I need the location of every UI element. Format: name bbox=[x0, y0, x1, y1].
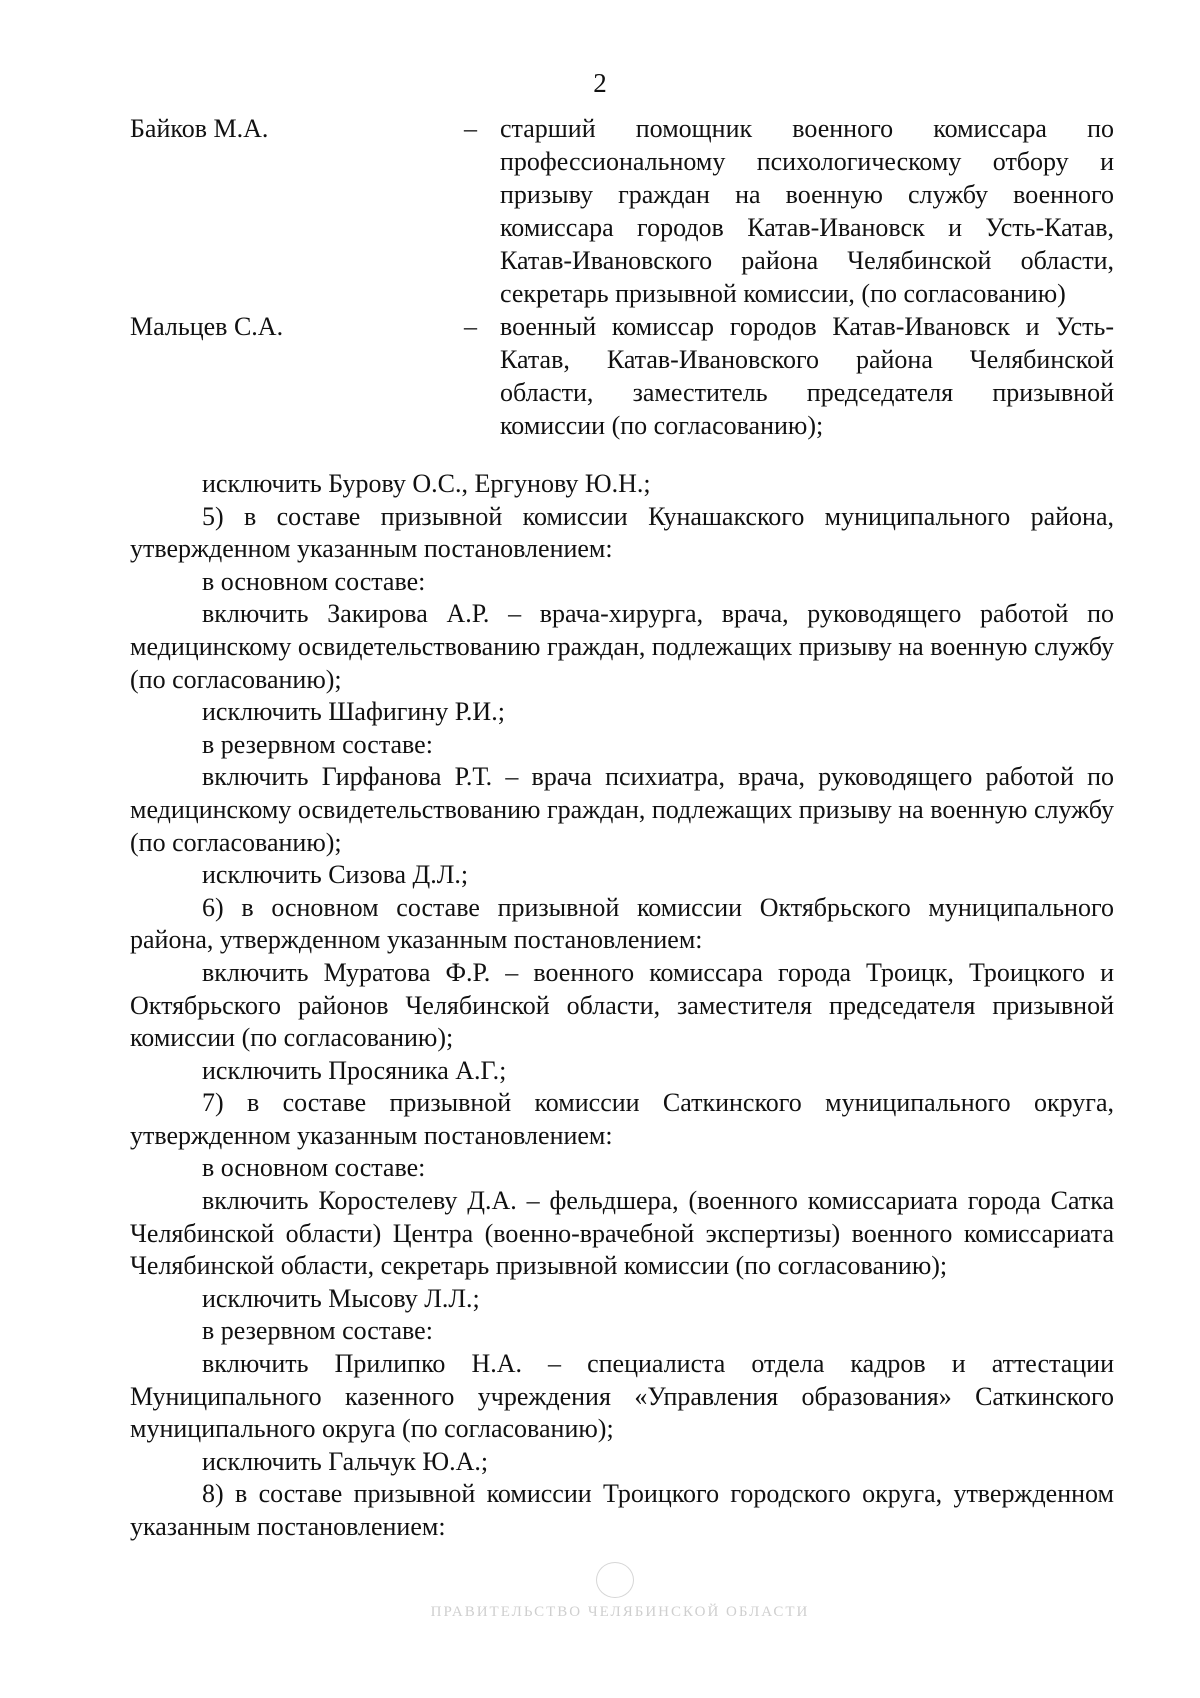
paragraph: 7) в составе призывной комиссии Саткинского муниципального округа, утвержденном указанным постановлением: bbox=[130, 1088, 1114, 1150]
paragraph: 5) в составе призывной комиссии Кунашакского муниципального района, утвержденном указанным постановлением: bbox=[130, 501, 1114, 564]
paragraph: включить Коростелеву Д.А. – фельдшера, (военного комиссариата города Сатка Челябинской области) Центра (военно-врачебной экспертизы) военного комиссариата Челябинской области, секретарь призывной комиссии (по согласованию); bbox=[130, 1186, 1114, 1281]
member-name: Мальцев С.А. bbox=[130, 312, 284, 341]
member-entry bbox=[130, 310, 1114, 442]
member-list bbox=[130, 112, 1114, 442]
paragraph: в основном составе: bbox=[202, 1153, 426, 1183]
paragraph: исключить Гальчук Ю.А.; bbox=[202, 1446, 489, 1476]
paragraph: 6) в основном составе призывной комиссии Октябрьского муниципального района, утвержденном указанным постановлением: bbox=[130, 892, 1114, 955]
paragraph: в резервном составе: bbox=[202, 1316, 433, 1346]
page-number: 2 bbox=[593, 68, 607, 98]
paragraph: исключить Мысову Л.Л.; bbox=[202, 1283, 480, 1313]
paragraph: исключить Шафигину Р.И.; bbox=[202, 697, 505, 727]
paragraph: включить Прилипко Н.А. – специалиста отдела кадров и аттестации Муниципального казенного учреждения «Управления образования» Саткинского муниципального округа (по согласованию); bbox=[130, 1349, 1114, 1444]
member-dash: – bbox=[464, 312, 477, 341]
paragraph: исключить Просяника А.Г.; bbox=[202, 1055, 507, 1085]
paragraph: включить Муратова Ф.Р. – военного комиссара города Троицк, Троицкого и Октябрьского районов Челябинской области, заместителя председателя призывной комиссии (по согласованию); bbox=[130, 957, 1114, 1053]
member-entry bbox=[130, 112, 1114, 310]
stamp-text: ПРАВИТЕЛЬСТВО ЧЕЛЯБИНСКОЙ ОБЛАСТИ bbox=[430, 1604, 810, 1620]
paragraph: включить Закирова А.Р. – врача-хирурга, врача, руководящего работой по медицинскому освидетельствованию граждан, подлежащих призыву на военную службу (по согласованию); bbox=[130, 599, 1114, 694]
paragraph: в основном составе: bbox=[202, 566, 426, 596]
paragraph: 8) в составе призывной комиссии Троицкого городского округа, утвержденном указанным постановлением: bbox=[130, 1479, 1114, 1541]
member-name: Байков М.А. bbox=[130, 114, 269, 143]
paragraph: исключить Бурову О.С., Ергунову Ю.Н.; bbox=[202, 469, 651, 498]
document-body bbox=[130, 468, 1114, 1544]
paragraph: включить Гирфанова Р.Т. – врача психиатра, врача, руководящего работой по медицинскому освидетельствованию граждан, подлежащих призыву на военную службу (по согласованию); bbox=[130, 762, 1114, 857]
member-role: военный комиссар городов Катав-Ивановск и Усть-Катав, Катав-Ивановского района Челябинской области, заместитель председателя призывной комиссии (по согласованию); bbox=[500, 312, 1114, 440]
paragraph: в резервном составе: bbox=[202, 729, 433, 759]
member-dash: – bbox=[464, 114, 477, 143]
stamp-emblem-icon bbox=[596, 1562, 634, 1598]
member-role: старший помощник военного комиссара по профессиональному психологическому отбору и призыву граждан на военную службу военного комиссара городов Катав-Ивановск и Усть-Катав, Катав-Ивановского района Челябинской области, секретарь призывной комиссии, (по согласованию) bbox=[500, 114, 1114, 308]
paragraph: исключить Сизова Д.Л.; bbox=[202, 860, 469, 890]
